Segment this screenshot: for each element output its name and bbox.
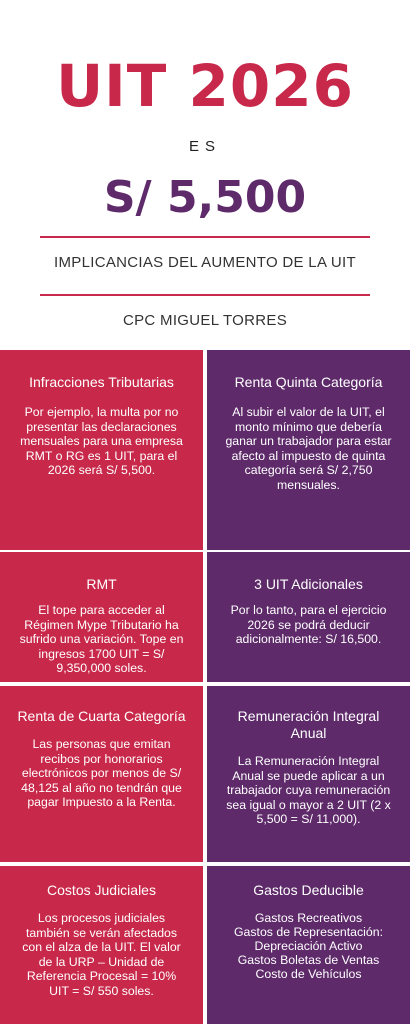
card-line: Depreciación Activo xyxy=(254,939,363,953)
card-3-uit-adicionales xyxy=(207,552,410,682)
card-body: La Remuneración Integral Anual se puede aplicar a un trabajador cuya remuneración sea igual o mayor a 2 UIT (2 x 5,500 = S/ 11,000). xyxy=(226,754,391,827)
card-rmt xyxy=(0,552,203,682)
card-line: Costo de Vehículos xyxy=(255,967,362,981)
author: CPC MIGUEL TORRES xyxy=(122,312,288,329)
card-costos-judiciales xyxy=(0,866,203,1024)
connector-text: ES xyxy=(188,138,221,155)
uit-amount: S/ 5,500 xyxy=(103,172,307,223)
card-title: Renta de Cuarta Categoría xyxy=(17,708,186,724)
card-body: Por ejemplo, la multa por no presentar las declaraciones mensuales para una empresa RMT o RG es 1 UIT, para el 2026 será S/ 5,500. xyxy=(20,405,183,478)
card-body: El tope para acceder al Régimen Mype Tributario ha sufrido una variación. Tope en ingresos 1700 UIT = S/ 9,350,000 soles. xyxy=(19,603,184,676)
card-line: Gastos de Representación: xyxy=(233,925,384,939)
card-renta-cuarta xyxy=(0,686,203,862)
header xyxy=(0,0,410,348)
card-body: Por lo tanto, para el ejercicio 2026 se podrá deducir adicionalmente: S/ 16,500. xyxy=(230,603,387,647)
card-renta-quinta xyxy=(207,350,410,550)
subtitle: IMPLICANCIAS DEL AUMENTO DE LA UIT xyxy=(54,254,356,271)
card-gastos-deducible xyxy=(207,866,410,1024)
divider-bottom xyxy=(40,294,370,296)
page-title: UIT 2026 xyxy=(56,52,354,120)
card-title: Costos Judiciales xyxy=(47,882,156,898)
card-remuneracion-integral xyxy=(207,686,410,862)
card-line: Gastos Recreativos xyxy=(254,911,363,925)
card-body: Las personas que emitan recibos por honorarios electrónicos por menos de S/ 48,125 al año no tendrán que pagar Impuesto a la Renta. xyxy=(21,737,182,810)
card-title: 3 UIT Adicionales xyxy=(254,576,363,592)
card-title: Gastos Deducible xyxy=(253,882,364,898)
card-title: Infracciones Tributarias xyxy=(29,374,174,390)
card-title: Renta Quinta Categoría xyxy=(234,374,383,390)
card-title: RMT xyxy=(86,576,117,592)
divider-top xyxy=(40,236,370,238)
card-infracciones-tributarias xyxy=(0,350,203,550)
card-title: Remuneración Integral Anual xyxy=(237,708,380,741)
card-line: Gastos Boletas de Ventas xyxy=(237,953,380,967)
card-body: Los procesos judiciales también se verán afectados con el alza de la UIT. El valor de la URP – Unidad de Referencia Procesal = 10% UIT = S/ 550 soles. xyxy=(22,911,181,998)
card-body: Al subir el valor de la UIT, el monto mínimo que debería ganar un trabajador para estar afecto al impuesto de quinta categoría será S/ 2,750 mensuales. xyxy=(225,405,392,492)
